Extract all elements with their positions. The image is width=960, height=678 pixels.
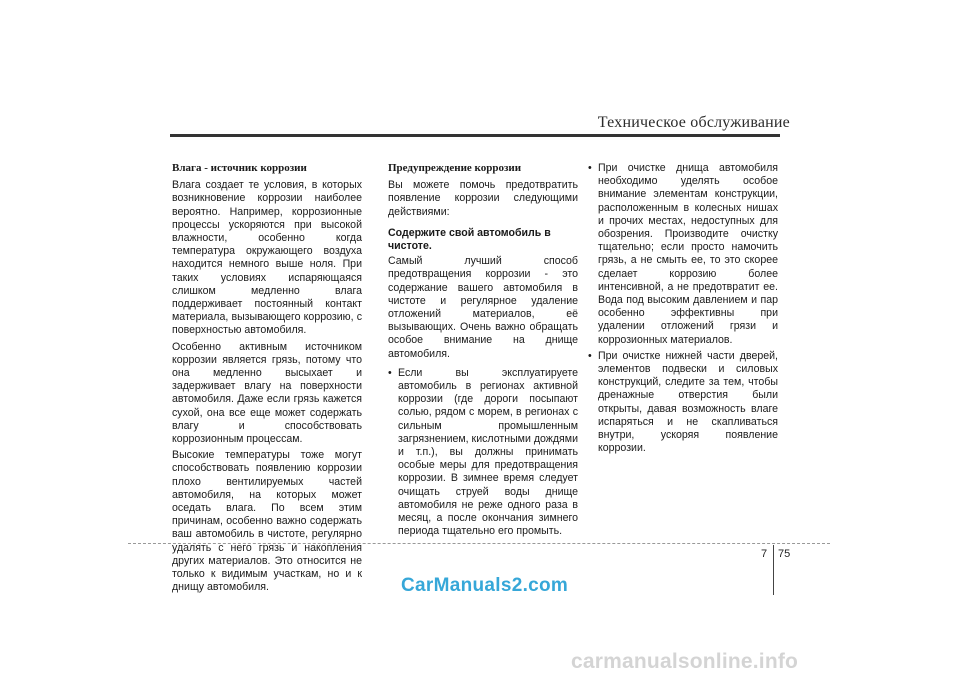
page-divider <box>773 545 774 595</box>
paragraph: Самый лучший способ предотвращения коррозии - это содержание вашего автомобиля в чистоте и регулярное удаление отложений материалов, её вызывающих. Очень важно обращать особое внимание на днище автомобиля. <box>388 255 578 360</box>
chapter-number: 7 <box>761 548 768 560</box>
paragraph: Влага создает те условия, в которых возникновение коррозии наиболее вероятно. Например, коррозионные процессы ускоряются при высокой влажности, особенно когда температура окружающего воздуха находится немного выше ноля. При таких условиях испаряющаяся слишком медленно влага поддерживает постоянный контакт материала, вызывающего коррозию, с поверхностью автомобиля. <box>172 179 362 337</box>
watermark-text: carmanualsonline.info <box>571 650 799 673</box>
page-number: 75 <box>778 548 791 560</box>
column-prevention <box>388 162 578 541</box>
section-heading-prevention: Предупреждение коррозии <box>388 162 522 174</box>
header-title: Техническое обслуживание <box>597 114 790 131</box>
list-item: • Если вы эксплуатируете автомобиль в регионах активной коррозии (где дороги посыпают солью, рядом с морем, в регионах с сильным промышленным загрязнением, кислотными дождями и т.п.), вы должны принимать особые меры для предотвращения коррозии. В зимнее время следует очищать струей воды днище автомобиля не реже одного раза в месяц, а после окончания зимнего периода тщательно его промыть. <box>388 367 578 539</box>
watermark-link[interactable]: CarManuals2.com <box>401 575 569 596</box>
paragraph: Высокие температуры тоже могут способствовать появлению коррозии плохо вентилируемых частей автомобиля, на которых может оседать влага. По всем этим причинам, особенно важно содержать ваш автомобиль в чистоте, регулярно удалять с него грязь и накопления других материалов. Это относится не только к видимым участкам, но и к днищу автомобиля. <box>172 449 362 594</box>
list-item: • При очистке днища автомобиля необходимо уделять особое внимание элементам конструкции, расположенным в колесных нишах и прочих местах, недоступных для обозрения. Производите очистку тщательно; если просто намочить грязь, а не смыть ее, то это скорее сделает коррозию более интенсивной, а не предотвратит ее. Вода под высоким давлением и пар особенно эффективны при удалении отложений грязи и коррозионных материалов. <box>588 162 778 347</box>
list-item: • При очистке нижней части дверей, элементов подвески и силовых конструкций, следите за тем, чтобы дренажные отверстия были открыты, давая возможность влаге испаряться и не скапливаться внутри, ускоряя появление коррозии. <box>588 350 778 456</box>
footer-rule <box>128 543 830 544</box>
column-cleaning <box>588 162 778 458</box>
subheading-clean: Содержите свой автомобиль в чистоте. <box>388 226 551 253</box>
paragraph: Особенно активным источником коррозии является грязь, потому что она медленно высыхает и задерживает влагу на поверхности автомобиля. Даже если грязь кажется сухой, она все еще может содержать влагу и способствовать коррозионным процессам. <box>172 340 362 446</box>
header-rule <box>170 134 780 137</box>
column-moisture <box>172 162 362 598</box>
section-heading-moisture: Влага - источник коррозии <box>172 162 307 174</box>
paragraph: Вы можете помочь предотвратить появление коррозии следующими действиями: <box>388 179 578 218</box>
bullet-list <box>388 367 578 539</box>
bullet-list <box>588 162 778 455</box>
